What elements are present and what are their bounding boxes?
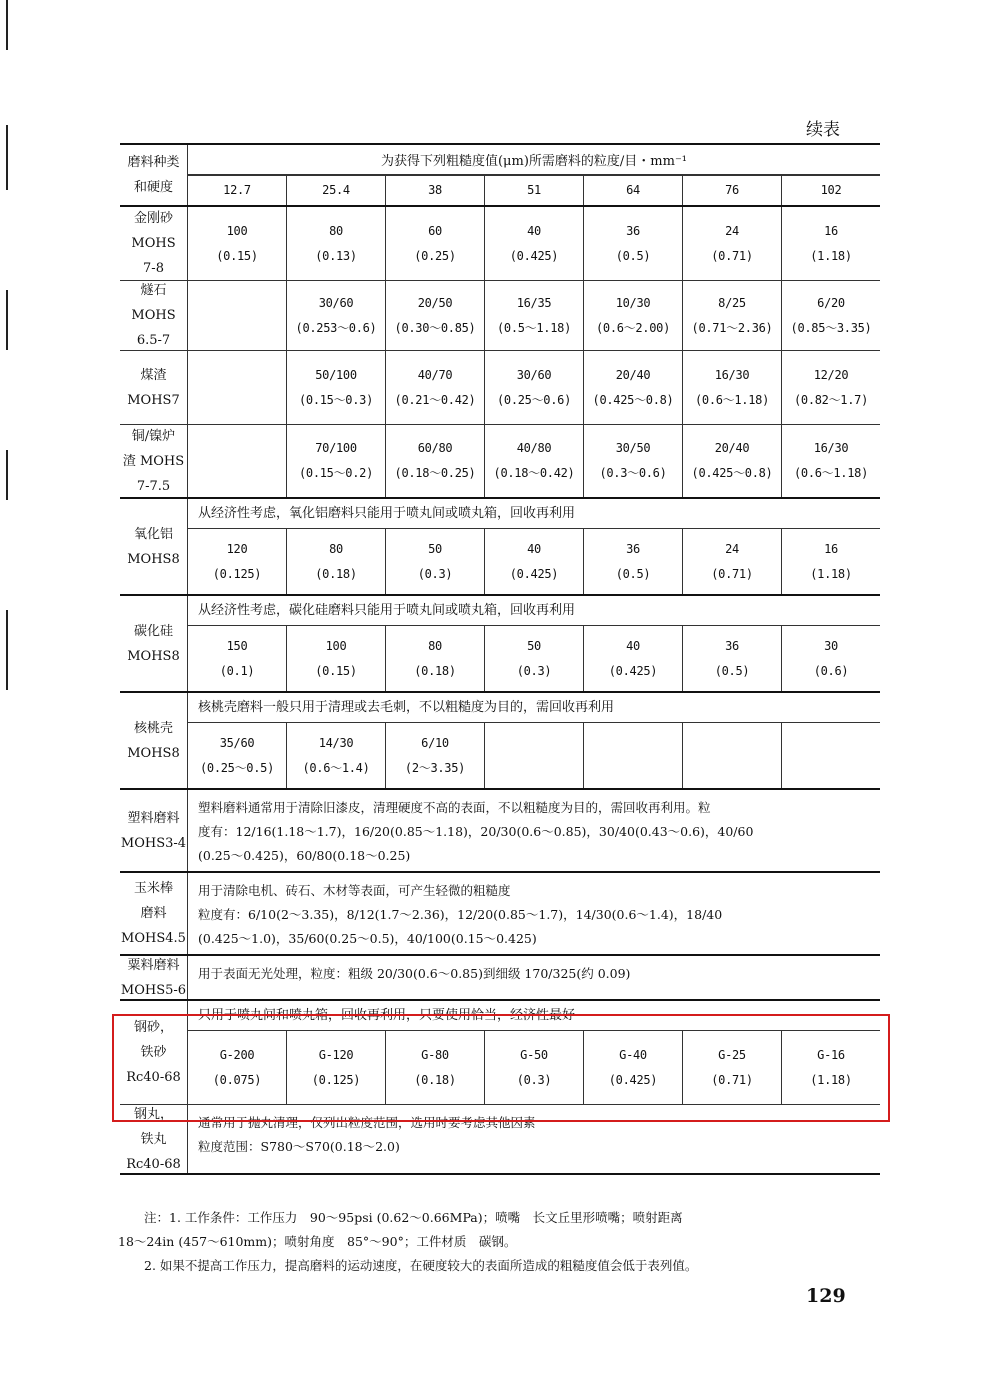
table-cell xyxy=(584,425,683,497)
cell-range: (0.425～0.8) xyxy=(691,466,773,480)
cell-range: (0.1) xyxy=(219,663,255,678)
text-line: 度有：12/16(1.18～1.7)，16/20(0.85～1.18)，20/30(0.6～0.85)，30/40(0.43～0.6)，40/60 xyxy=(198,824,754,839)
cell-value: 80 xyxy=(329,223,343,238)
row-label xyxy=(120,873,188,954)
row-label-line: 7-8 xyxy=(143,261,164,276)
table-row xyxy=(120,207,880,281)
row-label-line: MOHS xyxy=(131,308,176,323)
cell-range: (0.3～0.6) xyxy=(599,466,667,480)
scan-edge-mark xyxy=(6,290,8,350)
row-label-line: 塑料磨料 xyxy=(127,810,180,826)
text-line: 塑料磨料通常用于清除旧漆皮，清理硬度不高的表面，不以粗糙度为目的，需回收再利用。粒 xyxy=(198,800,711,815)
row-label-line: MOHS8 xyxy=(127,745,180,761)
row-text xyxy=(188,790,880,871)
row-label-line: 金刚砂 xyxy=(133,211,173,226)
cell-value: 16 xyxy=(824,541,838,556)
cell-range: (0.71) xyxy=(711,1072,753,1087)
cell-value: 16 xyxy=(824,223,838,238)
row-label xyxy=(120,790,188,871)
row-label-line: 钢砂， xyxy=(133,1020,173,1035)
cell-value: G-120 xyxy=(318,1047,354,1062)
cell-range: (0.15～0.3) xyxy=(298,392,374,407)
table-cell xyxy=(386,425,485,497)
cell-value: G-200 xyxy=(219,1047,255,1062)
cell-range: (0.18) xyxy=(315,566,357,581)
cell-value: 16/35 xyxy=(516,295,552,310)
table-row xyxy=(120,956,880,1001)
cell-value: 100 xyxy=(325,638,347,653)
row-label xyxy=(120,351,188,424)
table-cell xyxy=(485,281,584,350)
cell-value: 50 xyxy=(527,638,541,653)
page-number: 129 xyxy=(806,1285,846,1307)
row-label-line: 煤渣 xyxy=(140,367,167,383)
scan-edge-mark xyxy=(6,0,8,50)
cell-range: (0.85～3.35) xyxy=(790,320,872,335)
cell-value: 35/60 xyxy=(219,735,255,750)
table-cell xyxy=(683,281,782,350)
row-label-line: MOHS7 xyxy=(127,392,180,408)
table-cell xyxy=(287,207,386,280)
row-label-line: 粟料磨料 xyxy=(127,957,180,973)
cell-range: (0.21～0.42) xyxy=(394,392,476,407)
cell-value: 20/40 xyxy=(615,367,651,382)
text-line: (0.425～1.0)，35/60(0.25～0.5)，40/100(0.15～0.425) xyxy=(198,931,537,946)
table-cell xyxy=(584,207,683,280)
cell-value: 50/100 xyxy=(315,367,357,382)
row-note: 从经济性考虑，氧化铝磨料只能用于喷丸间或喷丸箱，回收再利用 xyxy=(188,499,880,529)
column-header: 64 xyxy=(584,175,683,205)
table-cell xyxy=(188,207,287,280)
cell-range: (0.18) xyxy=(414,1072,456,1087)
cell-range: (0.18) xyxy=(414,663,456,678)
cell-range: (0.425～0.8) xyxy=(592,392,674,407)
cell-value: 40/70 xyxy=(417,367,453,382)
row-label-line: 碳化硅 xyxy=(133,623,173,639)
cell-value: G-80 xyxy=(421,1047,449,1062)
table-row xyxy=(120,693,880,790)
row-label-line: 渣 MOHS xyxy=(122,453,185,469)
cell-range: (0.15～0.2) xyxy=(298,466,374,480)
cell-range: (1.18) xyxy=(810,566,852,581)
table-cell xyxy=(782,425,880,497)
cell-range: (0.5) xyxy=(714,663,750,678)
table-cell xyxy=(782,351,880,424)
cell-value: 150 xyxy=(226,638,248,653)
table-row xyxy=(120,425,880,499)
cell-value: 30/60 xyxy=(516,367,552,382)
cell-value: 60 xyxy=(428,223,442,238)
table-cell xyxy=(188,529,287,594)
table-row xyxy=(120,499,880,596)
cell-value: 40 xyxy=(626,638,640,653)
cell-range: (0.82～1.7) xyxy=(793,392,869,407)
cell-range: (0.425) xyxy=(608,663,658,678)
table-cell xyxy=(485,723,584,788)
cell-value: 120 xyxy=(226,541,248,556)
cell-value: 24 xyxy=(725,223,739,238)
column-header: 102 xyxy=(782,175,880,205)
cell-value: 8/25 xyxy=(718,295,746,310)
row-label-line: 7-7.5 xyxy=(136,478,171,494)
text-line: 粒度范围：S780～S70(0.18～2.0) xyxy=(198,1139,400,1154)
cell-value: 30/50 xyxy=(615,441,651,455)
cell-range: (0.18～0.25) xyxy=(394,466,476,480)
note-line: 18～24in (457～610mm)；喷射角度 85°～90°；工件材质 碳钢。 xyxy=(118,1234,517,1249)
cell-range: (0.30～0.85) xyxy=(394,320,476,335)
table-cell xyxy=(485,425,584,497)
cell-range: (0.5～1.18) xyxy=(496,320,572,335)
row-label-line: 磨料 xyxy=(140,906,167,921)
text-line: 粒度有：6/10(2～3.35)，8/12(1.7～2.36)，12/20(0.85～1.7)，14/30(0.6～1.4)，18/40 xyxy=(198,907,723,922)
row-label-line: 铜/镍炉 xyxy=(131,428,176,444)
cell-value: 40 xyxy=(527,541,541,556)
table-cell xyxy=(782,207,880,280)
table-cell xyxy=(485,207,584,280)
row-label-line: 核桃壳 xyxy=(133,720,173,736)
cell-value: 20/50 xyxy=(417,295,453,310)
cell-range: (0.15) xyxy=(216,248,258,263)
column-header: 25.4 xyxy=(287,175,386,205)
cell-range: (0.3) xyxy=(417,566,453,581)
table-notes xyxy=(118,1206,878,1278)
cell-value: 6/10 xyxy=(421,735,449,750)
header-label-line: 磨料种类 xyxy=(127,155,180,170)
table-cell xyxy=(683,351,782,424)
table-cell xyxy=(188,723,287,788)
text-line: (0.25～0.425)，60/80(0.18～0.25) xyxy=(198,848,411,863)
table-cell xyxy=(683,207,782,280)
column-header: 38 xyxy=(386,175,485,205)
text-line: 用于清除电机、砖石、木材等表面，可产生轻微的粗糙度 xyxy=(198,883,511,898)
table-cell xyxy=(782,723,880,788)
table-cell xyxy=(782,626,880,691)
header-label-line: 和硬度 xyxy=(133,180,173,195)
continued-label: 续表 xyxy=(806,120,840,140)
row-label xyxy=(120,693,188,788)
cell-value: G-40 xyxy=(619,1047,647,1062)
cell-range: (0.125) xyxy=(311,1072,361,1087)
cell-value: 40/80 xyxy=(516,441,552,455)
row-label-line: 铁砂 xyxy=(140,1045,167,1060)
table-cell xyxy=(485,626,584,691)
table-cell xyxy=(584,351,683,424)
cell-value: 80 xyxy=(428,638,442,653)
table-cell xyxy=(584,281,683,350)
table-cell xyxy=(584,723,683,788)
table-cell xyxy=(485,351,584,424)
table-cell xyxy=(188,351,287,424)
cell-value: G-50 xyxy=(520,1047,548,1062)
column-header: 12.7 xyxy=(188,175,287,205)
cell-range: (0.71) xyxy=(711,566,753,581)
cell-range: (0.253～0.6) xyxy=(295,320,377,335)
table-row xyxy=(120,281,880,351)
cell-value: 30/60 xyxy=(318,295,354,310)
cell-range: (0.5) xyxy=(615,566,651,581)
text-line: 通常用于抛丸清理，仅列出粒度范围，选用时要考虑其他因素 xyxy=(198,1115,536,1130)
cell-value: G-16 xyxy=(817,1047,845,1062)
table-cell xyxy=(683,626,782,691)
row-label xyxy=(120,281,188,350)
row-label-line: Rc40-68 xyxy=(126,1070,181,1085)
cell-value: 30 xyxy=(824,638,838,653)
cell-value: 100 xyxy=(226,223,248,238)
table-cell xyxy=(287,626,386,691)
cell-range: (0.6～1.18) xyxy=(793,466,869,480)
table-cell xyxy=(287,281,386,350)
cell-range: (0.125) xyxy=(212,566,262,581)
cell-value: 70/100 xyxy=(315,441,357,455)
cell-range: (1.18) xyxy=(810,1072,852,1087)
cell-value: 50 xyxy=(428,541,442,556)
row-label-line: 6.5-7 xyxy=(136,333,171,348)
cell-range: (0.6～2.00) xyxy=(595,320,671,335)
cell-value: 24 xyxy=(725,541,739,556)
header-label-cell xyxy=(120,145,188,205)
cell-range: (0.15) xyxy=(315,663,357,678)
row-label-line: 燧石 xyxy=(140,283,167,298)
cell-value: 36 xyxy=(626,541,640,556)
table-cell xyxy=(188,281,287,350)
table-cell xyxy=(188,425,287,497)
cell-range: (0.3) xyxy=(516,1072,552,1087)
table-row xyxy=(120,351,880,425)
cell-range: (0.6) xyxy=(813,663,849,678)
table-cell xyxy=(683,425,782,497)
cell-range: (2～3.35) xyxy=(404,760,466,775)
text-line: 用于表面无光处理，粒度：粗级 20/30(0.6～0.85)到细级 170/325(约 0.09) xyxy=(198,966,631,981)
cell-value: 60/80 xyxy=(417,441,453,455)
table-cell xyxy=(683,723,782,788)
table-cell xyxy=(386,351,485,424)
cell-value: 20/40 xyxy=(714,441,750,455)
cell-range: (0.6～1.18) xyxy=(694,392,770,407)
cell-range: (0.25) xyxy=(414,248,456,263)
cell-value: 36 xyxy=(626,223,640,238)
note-line: 2. 如果不提高工作压力，提高磨料的运动速度，在硬度较大的表面所造成的粗糙度值会低于表列值。 xyxy=(144,1258,698,1273)
column-header: 51 xyxy=(485,175,584,205)
cell-range: (0.425) xyxy=(509,566,559,581)
cell-range: (0.3) xyxy=(516,663,552,678)
table-cell xyxy=(386,207,485,280)
cell-range: (1.18) xyxy=(810,248,852,263)
table-cell xyxy=(584,626,683,691)
cell-range: (0.425) xyxy=(509,248,559,263)
cell-value: 12/20 xyxy=(813,367,849,382)
table-cell xyxy=(485,529,584,594)
table-row xyxy=(120,873,880,956)
row-note: 只用于喷丸间和喷丸箱，回收再利用，只要使用恰当，经济性最好 xyxy=(188,1001,880,1031)
row-text xyxy=(188,873,880,954)
highlight-box xyxy=(112,1014,890,1122)
header-span-title: 为获得下列粗糙度值(μm)所需磨料的粒度/目・mm⁻¹ xyxy=(188,145,880,175)
cell-value: 14/30 xyxy=(318,735,354,750)
table-row xyxy=(120,790,880,873)
row-label-line: Rc40-68 xyxy=(126,1156,181,1172)
row-label xyxy=(120,207,188,280)
row-label-line: MOHS8 xyxy=(127,648,180,664)
cell-range: (0.25～0.6) xyxy=(496,392,572,407)
cell-value: 6/20 xyxy=(817,295,845,310)
table-cell xyxy=(683,529,782,594)
cell-value: G-25 xyxy=(718,1047,746,1062)
row-label xyxy=(120,425,188,497)
row-label-line: MOHS5-6 xyxy=(120,982,187,998)
row-text xyxy=(188,956,880,999)
row-label xyxy=(120,956,188,999)
table-cell xyxy=(386,723,485,788)
cell-range: (0.18～0.42) xyxy=(493,466,575,480)
table-header xyxy=(120,143,880,207)
cell-range: (0.5) xyxy=(615,248,651,263)
table-cell xyxy=(584,529,683,594)
cell-range: (0.6～1.4) xyxy=(302,760,370,775)
scan-edge-mark xyxy=(6,450,8,500)
table-cell xyxy=(287,723,386,788)
cell-value: 36 xyxy=(725,638,739,653)
scan-edge-mark xyxy=(6,610,8,690)
cell-range: (0.25～0.5) xyxy=(199,760,275,775)
cell-value: 16/30 xyxy=(714,367,750,382)
scan-edge-mark xyxy=(6,125,8,190)
cell-value: 16/30 xyxy=(813,441,849,455)
row-label-line: 氧化铝 xyxy=(133,526,173,542)
table-cell xyxy=(188,626,287,691)
row-label xyxy=(120,596,188,691)
table-cell xyxy=(782,529,880,594)
row-label-line: 钢丸， xyxy=(133,1106,173,1122)
row-label-line: 铁丸 xyxy=(140,1131,167,1147)
table-cell xyxy=(386,281,485,350)
row-label-line: 玉米棒 xyxy=(133,881,173,896)
cell-range: (0.71) xyxy=(711,248,753,263)
table-cell xyxy=(287,351,386,424)
row-label xyxy=(120,499,188,594)
row-label-line: MOHS8 xyxy=(127,551,180,567)
cell-value: 80 xyxy=(329,541,343,556)
table-row xyxy=(120,596,880,693)
row-label-line: MOHS xyxy=(131,236,176,251)
table-cell xyxy=(287,529,386,594)
table-cell xyxy=(386,529,485,594)
cell-range: (0.075) xyxy=(212,1072,262,1087)
cell-range: (0.425) xyxy=(608,1072,658,1087)
table-cell xyxy=(386,626,485,691)
row-label-line: MOHS4.5 xyxy=(121,931,186,946)
row-label-line: MOHS3-4 xyxy=(120,835,187,851)
row-note: 从经济性考虑，碳化硅磨料只能用于喷丸间或喷丸箱，回收再利用 xyxy=(188,596,880,626)
cell-value: 40 xyxy=(527,223,541,238)
table-cell xyxy=(782,281,880,350)
row-note: 核桃壳磨料一般只用于清理或去毛刺，不以粗糙度为目的，需回收再利用 xyxy=(188,693,880,723)
column-header: 76 xyxy=(683,175,782,205)
table-cell xyxy=(287,425,386,497)
cell-range: (0.13) xyxy=(315,248,357,263)
note-line: 注：1. 工作条件：工作压力 90～95psi (0.62～0.66MPa)；喷嘴 长文丘里形喷嘴；喷射距离 xyxy=(144,1210,683,1225)
cell-value: 10/30 xyxy=(615,295,651,310)
cell-range: (0.71～2.36) xyxy=(691,320,773,335)
